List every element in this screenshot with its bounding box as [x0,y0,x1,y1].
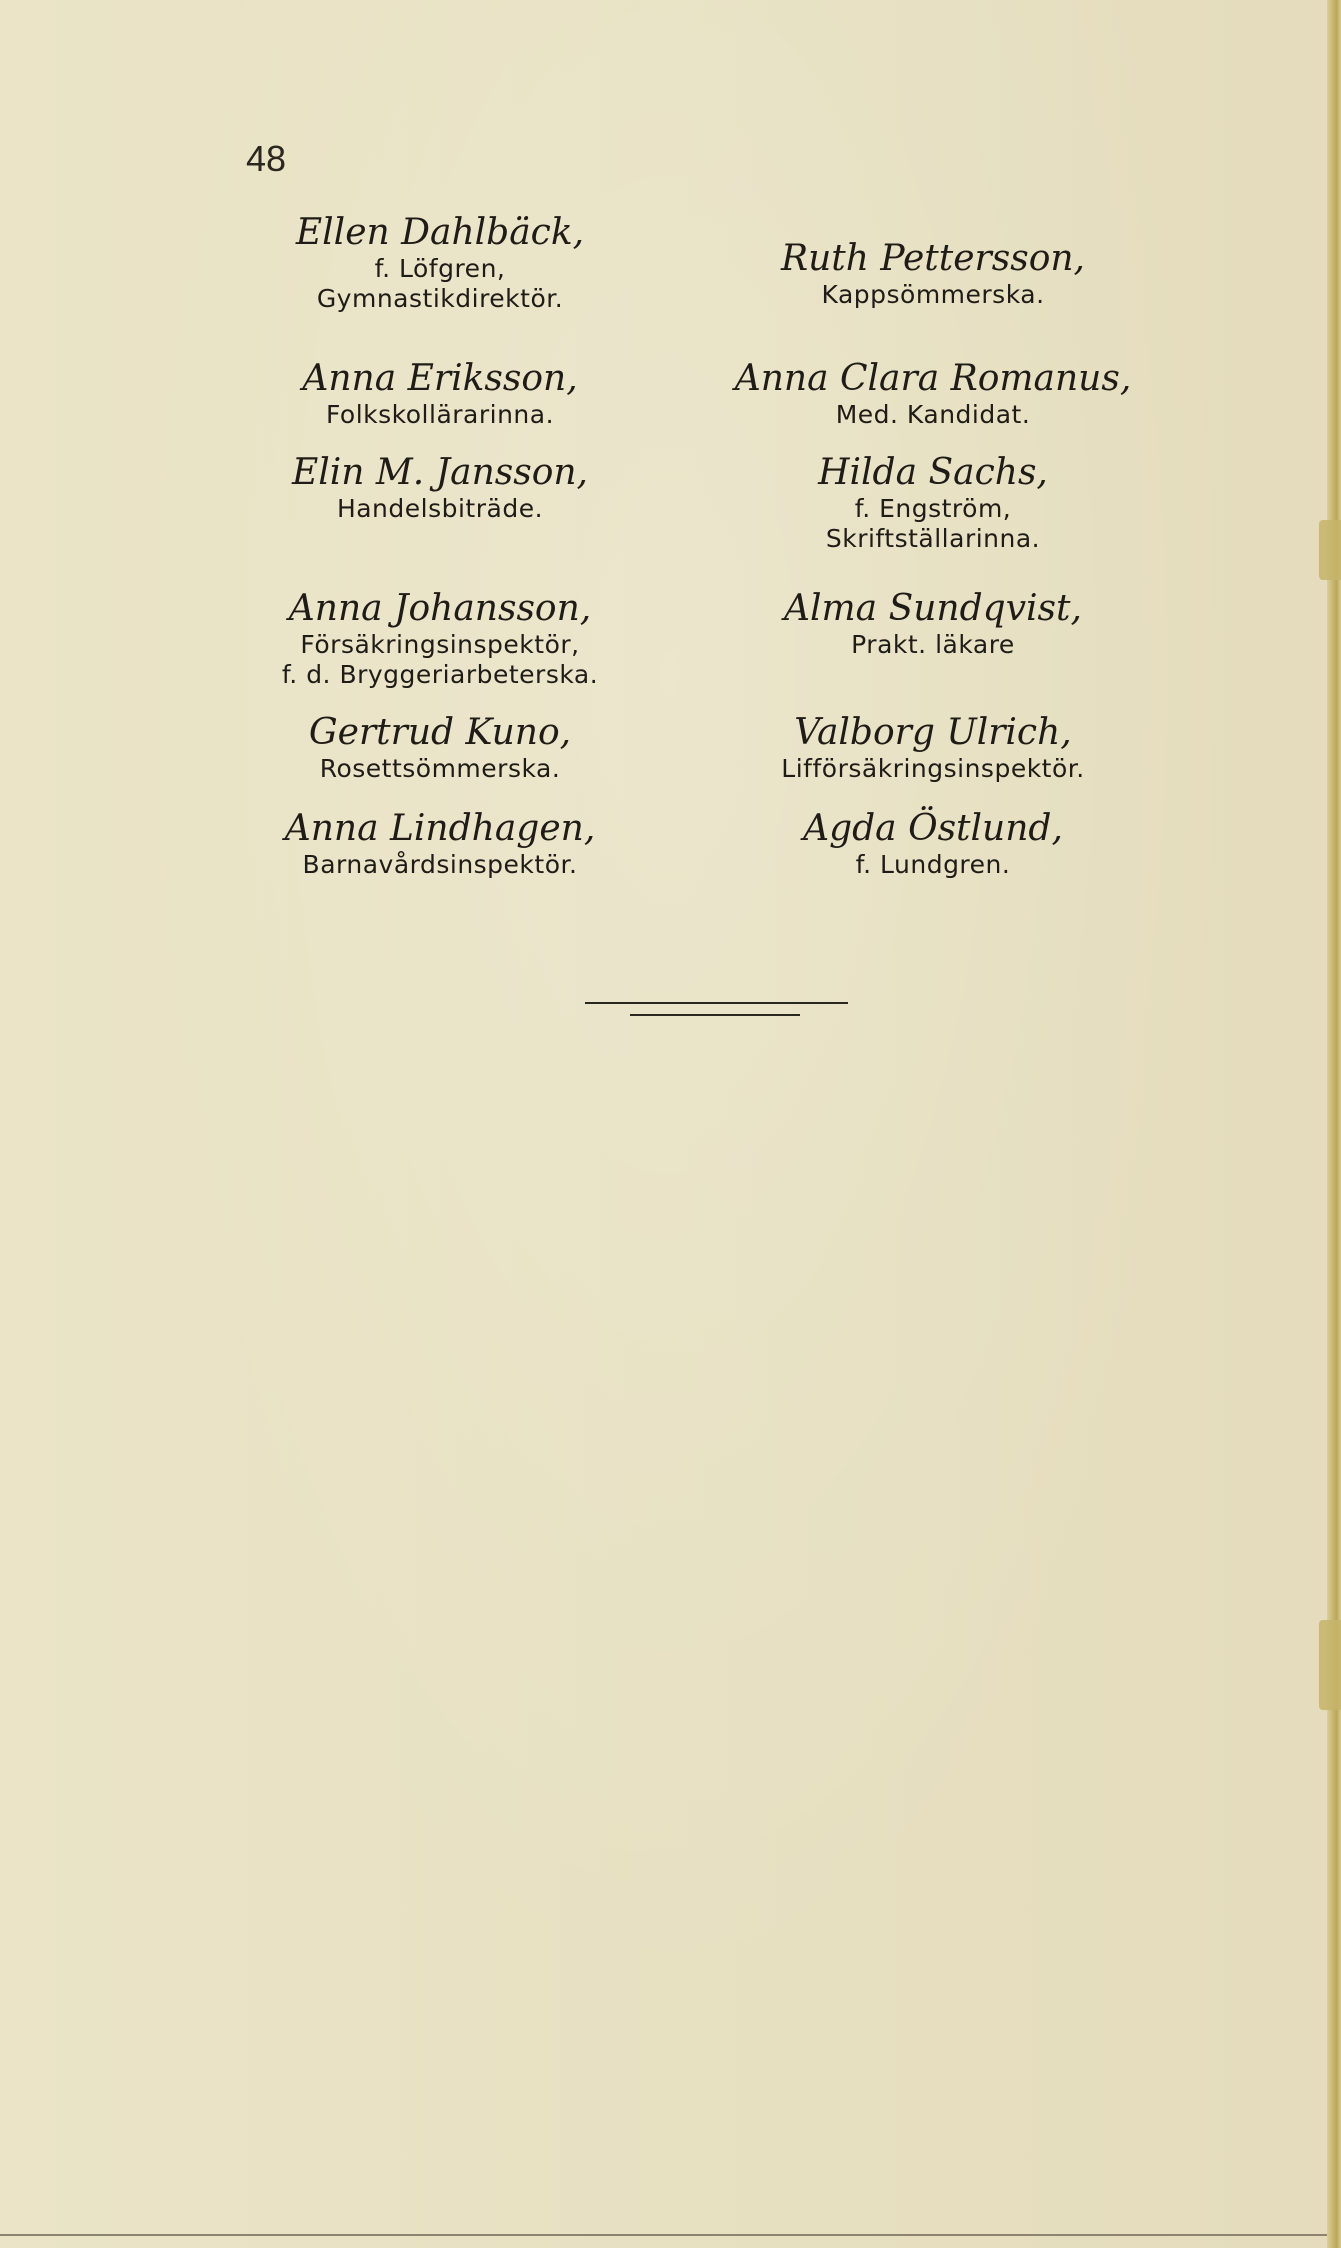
person-name: Alma Sundqvist, [784,588,1082,629]
list-item [718,588,1148,660]
person-detail: f. Engström, [854,494,1012,523]
list-item [718,358,1148,430]
person-name: Ruth Pettersson, [781,238,1085,279]
person-title: Försäkringsinspektör, [300,630,580,659]
person-title: Gymnastikdirektör. [316,284,564,313]
person-title: Prakt. läkare [851,630,1015,659]
person-name: Ellen Dahlbäck, [295,212,585,253]
person-name: Anna Eriksson, [302,358,578,399]
page-number: 48 [246,138,287,179]
person-detail: f. Lundgren. [855,850,1011,879]
person-name: Anna Johansson, [288,588,592,629]
list-item [718,238,1148,310]
list-item [718,808,1148,880]
list-item [225,588,655,690]
list-item [225,452,655,524]
list-item [225,712,655,784]
person-detail: f. Löfgren, [374,254,506,283]
list-item [718,452,1148,554]
person-name: Gertrud Kuno, [308,712,572,753]
person-title: Skriftställarinna. [825,524,1041,553]
person-name: Anna Clara Romanus, [734,358,1132,399]
spine-stain [1319,1620,1341,1710]
person-title: Folkskollärarinna. [325,400,555,429]
section-divider-short [630,1014,800,1016]
person-title: Handelsbiträde. [336,494,544,523]
person-title: Rosettsömmerska. [319,754,561,783]
spine-stain [1319,520,1341,580]
page-edge-line [0,2234,1327,2236]
person-former-title: f. d. Bryggeriarbeterska. [281,660,599,689]
person-name: Elin M. Jansson, [291,452,588,493]
person-title: Lifförsäkringsinspektör. [781,754,1085,783]
person-title: Barnavårdsinspektör. [302,850,578,879]
person-name: Agda Östlund, [803,808,1063,849]
person-name: Valborg Ulrich, [794,712,1072,753]
section-divider [585,1002,848,1004]
book-spine-edge [1327,0,1341,2248]
person-title: Kappsömmerska. [821,280,1045,309]
person-title: Med. Kandidat. [835,400,1031,429]
person-name: Anna Lindhagen, [284,808,596,849]
list-item [225,212,655,314]
list-item [225,358,655,430]
list-item [225,808,655,880]
list-item [718,712,1148,784]
person-name: Hilda Sachs, [818,452,1048,493]
